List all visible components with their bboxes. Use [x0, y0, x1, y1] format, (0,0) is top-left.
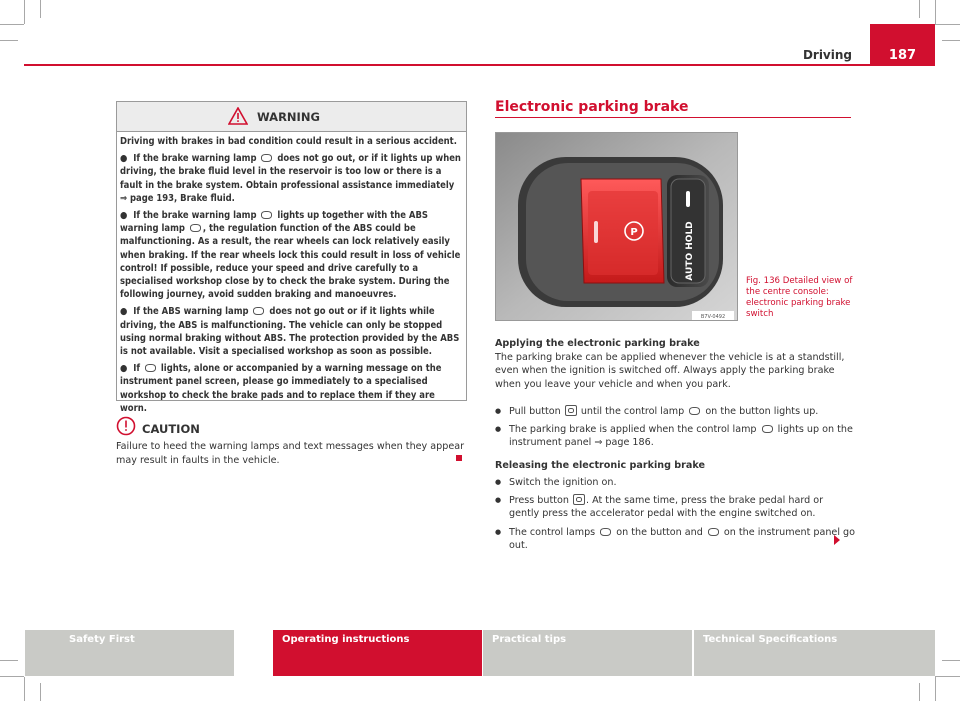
parking-brake-button-icon	[565, 405, 577, 416]
release-heading: Releasing the electronic parking brake	[495, 460, 705, 471]
control-lamp-icon	[600, 528, 611, 536]
page-number: 187	[888, 48, 917, 63]
crop-mark	[935, 0, 936, 24]
warning-box	[116, 101, 467, 414]
parking-brake-button-icon	[573, 494, 585, 505]
crop-mark	[919, 683, 920, 701]
crop-mark	[0, 24, 24, 25]
warning-item: ● If lights, alone or accompanied by a warning message on the instrument panel screen, please go immediately to a specialised workshop to check the brake pads and to replace them if they are worn.	[120, 363, 442, 414]
parking-brake-figure	[495, 132, 738, 321]
crop-mark	[24, 677, 25, 701]
crop-mark	[0, 676, 24, 677]
parking-brake-switch-illustration	[496, 133, 738, 321]
control-lamp-icon	[708, 528, 719, 536]
release-bullet-2: ● Press button . At the same time, press the brake pedal hard or gently press the accelerator pedal with the engine switched on.	[495, 494, 855, 521]
caution-label: CAUTION	[142, 422, 200, 436]
warning-item: ● If the brake warning lamp lights up together with the ABS warning lamp , the regulation function of the ABS could be malfunctioning. As a result, the rear wheels can lock relatively easily when braking. If the rear wheels lock this could result in loss of vehicle control! If possible, reduce your speed and drive carefully to a specialised workshop close by to check the brake system. During the following journey, avoid sudden braking and manoeuvres.	[120, 210, 461, 301]
crop-mark	[0, 40, 18, 41]
warning-label: WARNING	[257, 110, 320, 124]
warning-header	[117, 102, 466, 132]
footer-tab-safety-first[interactable]: Safety First	[25, 630, 234, 676]
crop-mark	[40, 683, 41, 701]
figure-code: B7V-0492	[700, 314, 726, 320]
release-bullet-1: ● Switch the ignition on.	[495, 476, 855, 489]
footer-tab-operating-instructions[interactable]: Operating instructions	[273, 630, 482, 676]
warning-item: ● If the brake warning lamp does not go out, or if it lights up when driving, the brake fluid level in the reservoir is too low or there is a fault in the brake system. Obtain professional assistance immediately ⇒ page 193, Brake fluid.	[120, 153, 461, 204]
section-end-mark	[456, 455, 462, 461]
running-header-section: Driving	[802, 48, 852, 62]
crop-mark	[935, 676, 960, 677]
header-rule	[24, 64, 935, 66]
apply-bullet-1: ● Pull button until the control lamp on the button lights up.	[495, 405, 855, 418]
abs-lamp-icon	[190, 224, 201, 232]
crop-mark	[919, 0, 920, 18]
brake-pad-lamp-icon	[145, 364, 156, 372]
brake-lamp-icon	[261, 154, 272, 162]
brake-lamp-icon	[261, 211, 272, 219]
crop-mark	[935, 24, 960, 25]
figure-caption: Fig. 136 Detailed view of the centre console: electronic parking brake switch	[746, 276, 853, 319]
crop-mark	[40, 0, 41, 18]
crop-mark	[942, 40, 960, 41]
release-bullet-3: ● The control lamps on the button and on the instrument panel go out.	[495, 526, 855, 553]
apply-intro: The parking brake can be applied whenever the vehicle is at a standstill, even when the ignition is switched off. Always apply the parking brake when you leave your vehicle and when you park.	[495, 352, 845, 390]
warning-triangle-icon	[228, 107, 248, 125]
warning-body	[117, 132, 466, 415]
footer-tab-technical-specifications[interactable]: Technical Specifications	[694, 630, 935, 676]
warning-intro: Driving with brakes in bad condition could result in a serious accident.	[120, 136, 457, 147]
abs-lamp-icon	[253, 307, 264, 315]
crop-mark	[0, 660, 18, 661]
caution-text: Failure to heed the warning lamps and text messages when they appear may result in faults in the vehicle.	[116, 441, 465, 466]
auto-hold-label: AUTO HOLD	[685, 221, 695, 281]
warning-item: ● If the ABS warning lamp does not go out or if it lights while driving, the ABS is malfunctioning. The vehicle can only be stopped using normal braking without ABS. The protection provided by the ABS is not available. Visit a specialised workshop as soon as possible.	[120, 306, 460, 358]
control-lamp-icon	[762, 425, 773, 433]
apply-heading: Applying the electronic parking brake	[495, 338, 700, 349]
crop-mark	[935, 677, 936, 701]
caution-icon	[116, 416, 136, 436]
crop-mark	[24, 0, 25, 24]
section-rule	[495, 117, 851, 118]
section-title: Electronic parking brake	[495, 99, 689, 115]
svg-text:P: P	[630, 227, 638, 238]
continue-arrow-icon	[834, 535, 840, 545]
page-number-tab	[870, 24, 935, 65]
crop-mark	[942, 660, 960, 661]
apply-bullet-2: ● The parking brake is applied when the control lamp lights up on the instrument panel ⇒ page 186.	[495, 423, 855, 450]
footer-tab-practical-tips[interactable]: Practical tips	[483, 630, 692, 676]
control-lamp-icon	[689, 407, 700, 415]
